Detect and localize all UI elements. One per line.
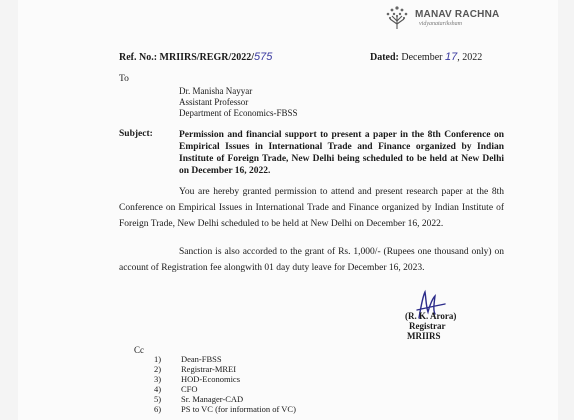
tree-logo-icon — [383, 4, 411, 30]
cc-item — [154, 354, 296, 364]
cc-list — [154, 354, 296, 414]
body-paragraph-1: You are hereby granted permission to attend and present research paper at the 8th Conference on Empirical Issues in International Trade and Finance organized by Indian Institute of Foreign Trade, New Delhi scheduled to be held at New Delhi on December 16, 2022. — [119, 187, 504, 229]
recipient-name: Dr. Manisha Nayyar — [179, 86, 253, 96]
cc-item — [154, 394, 296, 404]
letter-page — [18, 0, 558, 420]
cc-item-text: CFO — [181, 384, 198, 394]
cc-item-number: 1) — [154, 354, 162, 364]
signatory-name: (R. K. Arora) — [405, 311, 457, 321]
date-label: Dated: — [370, 52, 399, 63]
cc-item-text: Registrar-MREI — [181, 364, 237, 374]
cc-item — [154, 364, 296, 374]
date-month: December — [401, 52, 443, 63]
cc-item-number: 4) — [154, 384, 162, 394]
cc-label: Cc — [134, 345, 144, 355]
body-paragraph-2: Sanction is also accorded to the grant of Rs. 1,000/- (Rupees one thousand only) on account of Registration fee alongwith 01 day duty leave for December 16, 2023. — [119, 247, 504, 273]
cc-item-number: 3) — [154, 374, 162, 384]
recipient-department: Department of Economics-FBSS — [179, 108, 298, 118]
cc-item — [154, 374, 296, 384]
signatory-org: MRIIRS — [407, 331, 441, 341]
recipient-designation: Assistant Professor — [179, 97, 249, 107]
cc-item-text: PS to VC (for information of VC) — [181, 404, 296, 414]
date-year: , 2022 — [457, 52, 483, 63]
cc-item-number: 6) — [154, 404, 162, 414]
subject-text: Permission and financial support to present a paper in the 8th Conference on Empirical Issues in International Trade and Finance organized by Indian Institute of Foreign Trade, New Delhi being scheduled to be held at New Delhi on December 16, 2022. — [179, 130, 504, 176]
subject-label: Subject: — [119, 129, 153, 139]
cc-item-text: Sr. Manager-CAD — [181, 394, 244, 404]
reference-number — [119, 51, 272, 63]
cc-item-number: 5) — [154, 394, 162, 404]
letter-date — [370, 51, 482, 63]
org-tagline: vidyanatariksham — [419, 21, 462, 27]
cc-item — [154, 404, 296, 414]
ref-label: Ref. No.: MRIIRS/REGR/2022/ — [119, 52, 254, 63]
to-label: To — [119, 74, 129, 84]
ref-handwritten-number: 575 — [254, 51, 273, 63]
cc-item — [154, 384, 296, 394]
signatory-title: Registrar — [409, 321, 446, 331]
org-name: MANAV RACHNA — [415, 9, 500, 20]
cc-item-text: Dean-FBSS — [181, 354, 222, 364]
cc-item-text: HOD-Economics — [181, 374, 241, 384]
cc-item-number: 2) — [154, 364, 162, 374]
date-handwritten-day: 17 — [444, 51, 458, 63]
